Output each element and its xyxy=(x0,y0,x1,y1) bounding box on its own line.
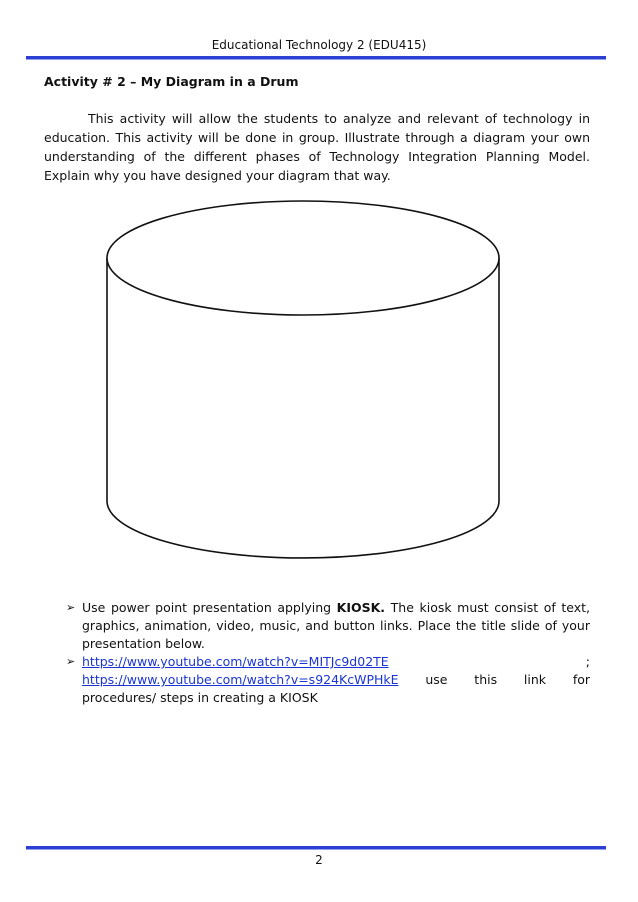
youtube-link-2[interactable]: https://www.youtube.com/watch?v=s924KcWPHkE xyxy=(82,672,399,687)
arrow-bullet-icon: ➢ xyxy=(66,655,76,668)
bullet-list xyxy=(66,599,590,707)
bullet-item-links xyxy=(66,653,590,707)
kiosk-text-before: Use power point presentation applying xyxy=(82,600,337,615)
link-word: for xyxy=(572,672,590,687)
page-number: 2 xyxy=(315,853,323,867)
header-rule xyxy=(26,56,606,59)
drum-diagram xyxy=(100,190,506,562)
kiosk-text-after: The kiosk must consist of text, graphics, animation, video, music, and button links. Place the title slide of your presentation below. xyxy=(82,600,590,651)
youtube-link-1[interactable]: https://www.youtube.com/watch?v=MITJc9d02TE xyxy=(82,654,389,669)
drum-top xyxy=(107,201,499,315)
procedures-text: procedures/ steps in creating a KIOSK xyxy=(82,690,318,705)
link-word: link xyxy=(523,672,547,687)
link-word: this xyxy=(474,672,498,687)
link-word: use xyxy=(425,672,448,687)
activity-instructions: This activity will allow the students to analyze and relevant of technology in education. This activity will be done in group. Illustrate through a diagram your own understanding of the different phases of Technology Integration Planning Model. Explain why you have designed your diagram that way. xyxy=(44,111,590,183)
link-separator: ; xyxy=(585,654,590,669)
kiosk-bold-text: KIOSK. xyxy=(336,600,386,615)
bullet-item-kiosk xyxy=(66,599,590,653)
header-title: Educational Technology 2 (EDU415) xyxy=(211,38,427,52)
arrow-bullet-icon: ➢ xyxy=(66,601,76,614)
activity-title: Activity # 2 – My Diagram in a Drum xyxy=(44,74,299,89)
footer-rule xyxy=(26,846,606,849)
